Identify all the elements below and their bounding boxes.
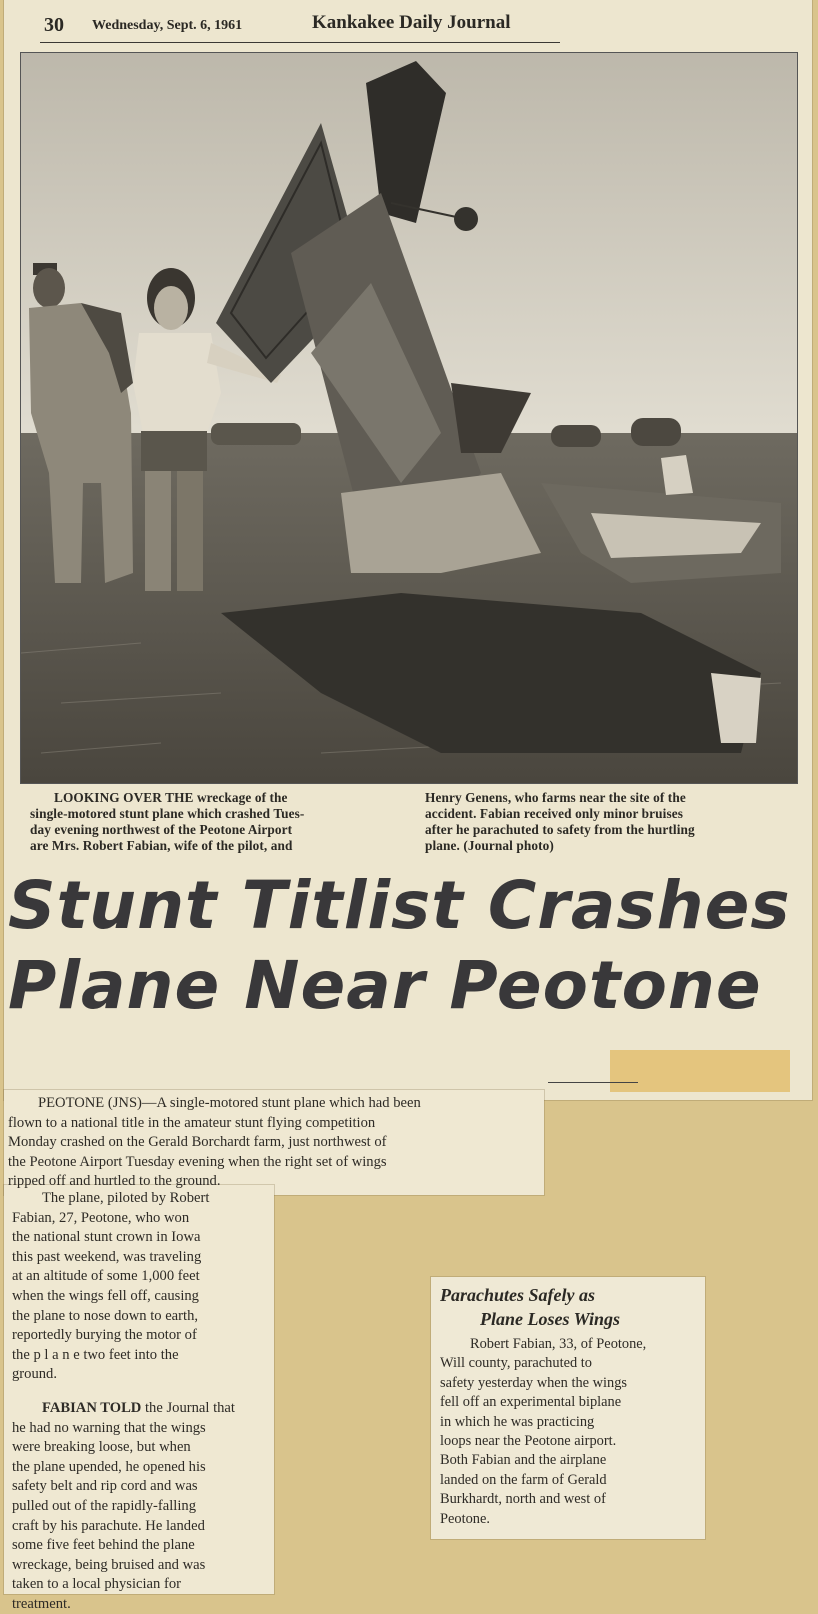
caption-line: LOOKING OVER THE wreckage of the — [54, 790, 288, 805]
text-line: were breaking loose, but when — [12, 1439, 191, 1456]
text-line: wreckage, being bruised and was — [12, 1556, 206, 1573]
text-line: the Peotone Airport Tuesday evening when the right set of wings — [8, 1153, 387, 1170]
text-line: The plane, piloted by Robert — [42, 1190, 210, 1206]
text-line: when the wings fell off, causing — [12, 1287, 199, 1304]
caption-line: single-motored stunt plane which crashed Tues- — [30, 806, 305, 821]
sidebar-headline — [440, 1283, 698, 1331]
headline-line-2: Plane Near Peotone — [8, 947, 762, 1024]
text-line: the plane to nose down to earth, — [12, 1307, 199, 1324]
paragraph-lead-in: FABIAN TOLD — [42, 1399, 142, 1416]
text-line: ground. — [12, 1366, 57, 1383]
page-number: 30 — [44, 14, 64, 36]
caption-line: Henry Genens, who farms near the site of the — [425, 790, 686, 805]
text-line: PEOTONE (JNS)—A single-motored stunt plane which had been — [38, 1095, 421, 1111]
text-line: ripped off and hurtled to the ground. — [8, 1173, 221, 1190]
news-photo — [20, 52, 798, 784]
story-column — [12, 1189, 270, 1614]
text-line: Fabian, 27, Peotone, who won — [12, 1209, 190, 1226]
paragraph-gap — [12, 1385, 270, 1399]
text-line: reportedly burying the motor of — [12, 1327, 197, 1344]
text-line: the p l a n e two feet into the — [12, 1346, 179, 1363]
caption-line: accident. Fabian received only minor bruises — [425, 806, 684, 821]
caption-line: plane. (Journal photo) — [425, 838, 554, 853]
caption-line: are Mrs. Robert Fabian, wife of the pilot, and — [30, 838, 293, 853]
text-line: in which he was practicing — [440, 1413, 595, 1430]
headline-line-1: Stunt Titlist Crashes — [8, 867, 791, 944]
text-line: Robert Fabian, 33, of Peotone, — [470, 1336, 647, 1352]
text-line: Both Fabian and the airplane — [440, 1452, 607, 1469]
sidebar-headline-line-2: Plane Loses Wings — [480, 1309, 621, 1329]
sidebar-body — [440, 1335, 698, 1529]
text-line: Peotone. — [440, 1510, 490, 1527]
text-line: taken to a local physician for — [12, 1576, 181, 1593]
text-line: fell off an experimental biplane — [440, 1394, 622, 1411]
text-line: this past weekend, was traveling — [12, 1248, 202, 1265]
text-run: the Journal that — [141, 1399, 235, 1416]
publication-date: Wednesday, Sept. 6, 1961 — [92, 18, 243, 33]
text-line: the national stunt crown in Iowa — [12, 1229, 201, 1246]
headline — [8, 866, 808, 1026]
caption-right-column — [425, 790, 797, 854]
text-line: loops near the Peotone airport. — [440, 1433, 617, 1450]
caption-line: after he parachuted to safety from the hurtling — [425, 822, 695, 837]
text-line: some five feet behind the plane — [12, 1537, 195, 1554]
text-line: flown to a national title in the amateur stunt flying competition — [8, 1114, 376, 1131]
text-line: he had no warning that the wings — [12, 1419, 206, 1436]
text-line: safety yesterday when the wings — [440, 1374, 628, 1391]
text-line: at an altitude of some 1,000 feet — [12, 1268, 200, 1285]
torn-edge-rule — [548, 1082, 638, 1083]
masthead — [40, 8, 560, 43]
tape-stain — [610, 1050, 790, 1092]
text-line — [12, 1399, 270, 1419]
sidebar-article — [440, 1283, 698, 1529]
caption-left-column — [30, 790, 376, 854]
text-line: landed on the farm of Gerald — [440, 1471, 607, 1488]
caption-line: day evening northwest of the Peotone Airport — [30, 822, 293, 837]
text-line: safety belt and rip cord and was — [12, 1478, 198, 1495]
text-line: Will county, parachuted to — [440, 1355, 592, 1372]
text-line: craft by his parachute. He landed — [12, 1517, 205, 1534]
text-line: the plane upended, he opened his — [12, 1458, 206, 1475]
text-line: treatment. — [12, 1595, 71, 1612]
text-line: Monday crashed on the Gerald Borchardt farm, just northwest of — [8, 1134, 387, 1151]
sidebar-headline-line-1: Parachutes Safely as — [440, 1285, 595, 1305]
plane-wreckage-photo — [21, 53, 797, 783]
newspaper-name: Kankakee Daily Journal — [312, 12, 511, 33]
lede-paragraph — [8, 1094, 538, 1192]
text-line: pulled out of the rapidly-falling — [12, 1497, 196, 1514]
text-line: Burkhardt, north and west of — [440, 1491, 606, 1508]
